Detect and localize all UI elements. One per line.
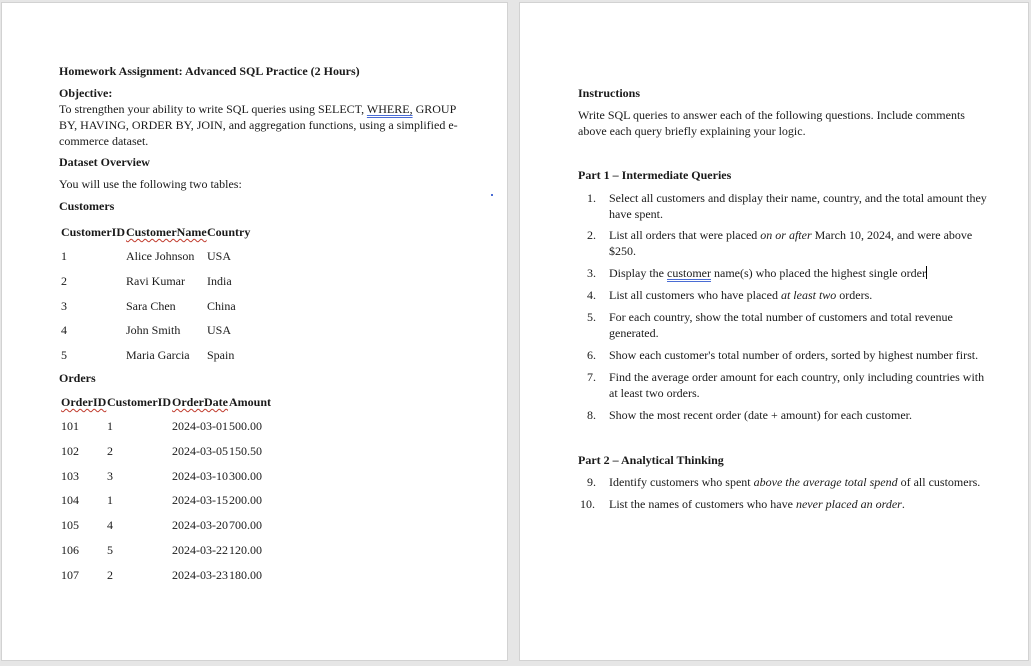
list-text-flagged-word[interactable]: customer [667,266,711,280]
table-cell: 4 [61,323,67,337]
list-number: 8. [587,408,596,422]
list-item [580,496,987,512]
table-cell: 107 [61,568,79,582]
table-cell: 200.00 [229,493,262,507]
table-cell: USA [207,249,232,263]
table-cell: 300.00 [229,469,262,483]
list-item [587,369,987,401]
table-cell: India [207,274,232,288]
page-right [520,3,1028,660]
table-cell: Ravi Kumar [126,274,185,288]
list-text: Find the average order amount for each country, only including countries with at least two orders. [609,370,985,400]
table-cell: USA [207,323,232,337]
list-text-emphasis: above the average total spend [753,475,898,489]
list-number: 9. [587,475,596,489]
text-cursor [926,266,927,279]
list-text: List all customers who have placed [609,288,781,302]
objective-line-1-text: To strengthen your ability to write SQL queries using SELECT, WHERE, GROUP [59,102,457,116]
list-text-emphasis: at least two [780,288,837,302]
table-cell: 2024-03-05 [172,444,228,458]
list-text: Show each customer's total number of orders, sorted by highest number first. [609,348,979,362]
list-text: For each country, show the total number of customers and total revenue generated. [609,310,953,340]
objective-line-3: commerce dataset. [59,134,149,148]
list-text: Display the [609,266,667,280]
part2-heading: Part 2 – Analytical Thinking [578,453,724,467]
table-cell: 5 [61,348,67,362]
table-cell: 3 [61,299,67,313]
list-item [587,309,987,341]
table-cell: 106 [61,543,79,557]
instructions-heading: Instructions [578,86,641,100]
list-text: Select all customers and display their name, country, and the total amount they have spent. [609,191,987,221]
objective-heading: Objective: [59,86,113,100]
list-text: Show the most recent order (date + amount) for each customer. [609,408,912,422]
list-text-emphasis: on or after [760,228,812,242]
list-text: March 10, 2024, and were above $250. [609,228,973,258]
customers-col-header: Country [207,225,251,239]
dataset-text: You will use the following two tables: [59,177,242,191]
table-cell: 103 [61,469,79,483]
page-marker-dot [491,194,493,196]
list-number: 6. [587,348,596,362]
part1-heading: Part 1 – Intermediate Queries [578,168,732,182]
table-cell: 2024-03-01 [172,419,228,433]
customers-col-header: CustomerID [61,225,125,239]
table-cell: John Smith [126,323,181,337]
list-number: 5. [587,310,596,324]
table-cell: 1 [107,493,113,507]
orders-col-header: OrderID [61,395,107,409]
table-cell: 2024-03-23 [172,568,228,582]
list-text: orders. [836,288,873,302]
table-cell: Alice Johnson [126,249,195,263]
table-cell: 2 [107,444,113,458]
table-cell: 2 [61,274,67,288]
list-text: Identify customers who spent [609,475,754,489]
flagged-word[interactable]: WHERE, [366,102,413,116]
table-cell: 4 [107,518,113,532]
customers-col-header: CustomerName [126,225,207,239]
list-item [587,347,987,363]
table-cell: 150.50 [229,444,262,458]
list-number: 4. [587,288,596,302]
table-cell: China [207,299,236,313]
table-cell: 101 [61,419,79,433]
list-text: . [901,497,905,511]
orders-col-header: OrderDate [172,395,228,409]
table-cell: Maria Garcia [126,348,190,362]
table-cell: 3 [107,469,113,483]
orders-col-header: CustomerID [107,395,171,409]
page-left [2,3,507,660]
table-cell: Spain [207,348,235,362]
list-text: of all customers. [897,475,981,489]
table-cell: 2024-03-22 [172,543,228,557]
table-cell: 105 [61,518,79,532]
list-item[interactable] [587,265,987,281]
list-text: List all orders that were placed [609,228,761,242]
instructions-text: Write SQL queries to answer each of the following questions. Include comments above each query briefly explaining your logic. [578,108,965,138]
orders-col-header: Amount [229,395,272,409]
objective-line-2: BY, HAVING, ORDER BY, JOIN, and aggregation functions, using a simplified e- [59,118,458,132]
table-cell: 1 [61,249,67,263]
dataset-heading: Dataset Overview [59,155,150,169]
table-cell: 2024-03-20 [172,518,228,532]
list-item [587,287,987,303]
table-cell: 1 [107,419,113,433]
list-number: 10. [580,497,595,511]
table-cell: 500.00 [229,419,262,433]
list-item [587,227,987,259]
table-cell: Sara Chen [126,299,176,313]
list-text: name(s) who placed the highest single order [711,266,926,280]
table-cell: 104 [61,493,79,507]
part2-list [580,474,987,512]
list-text-emphasis: never placed an order [795,497,902,511]
table-cell: 180.00 [229,568,262,582]
list-text: List the names of customers who have [609,497,796,511]
table-cell: 2 [107,568,113,582]
document-title: Homework Assignment: Advanced SQL Practice (2 Hours) [59,64,360,78]
list-item [587,407,987,423]
list-number: 3. [587,266,596,280]
table-cell: 5 [107,543,113,557]
table-cell: 102 [61,444,79,458]
list-number: 2. [587,228,596,242]
customers-heading: Customers [59,199,115,213]
table-cell: 2024-03-10 [172,469,228,483]
list-number: 7. [587,370,596,384]
list-number: 1. [587,191,596,205]
table-cell: 2024-03-15 [172,493,228,507]
part1-list [587,190,987,423]
list-item [587,474,987,490]
list-item [587,190,987,222]
table-cell: 700.00 [229,518,262,532]
table-cell: 120.00 [229,543,262,557]
orders-heading: Orders [59,371,96,385]
objective-line-1 [59,101,456,117]
